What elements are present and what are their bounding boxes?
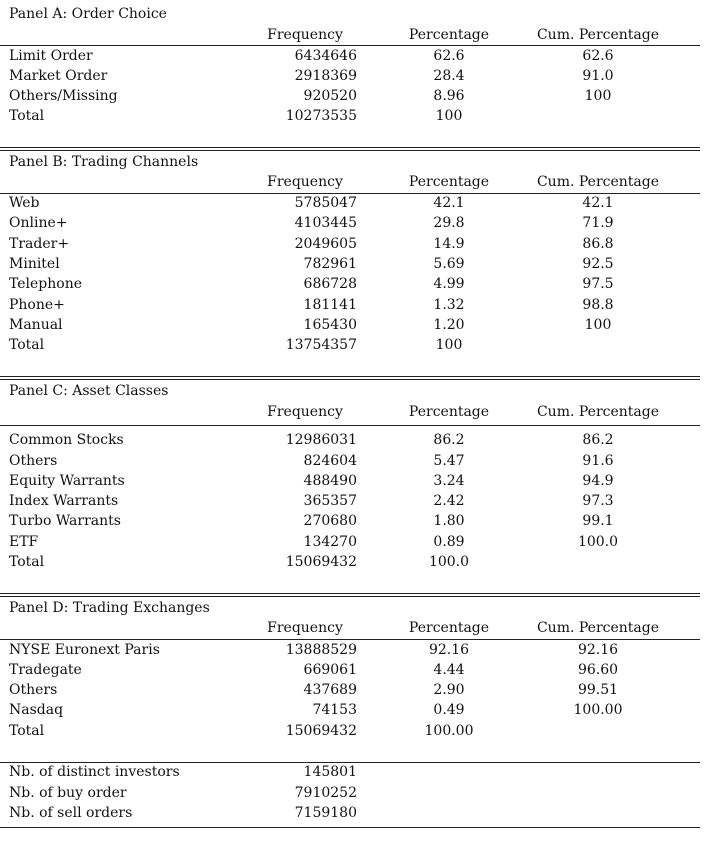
panel-separator-rule [0, 150, 700, 151]
panel-d-title: Panel D: Trading Exchanges [9, 600, 210, 616]
row-label: Total [9, 337, 45, 353]
row-frequency: 13888529 [285, 642, 357, 658]
header-cum-percentage: Cum. Percentage [536, 620, 660, 636]
row-percentage: 92.16 [428, 642, 470, 658]
row-label: Web [9, 195, 40, 211]
header-percentage: Percentage [408, 174, 490, 190]
row-label: Total [9, 108, 45, 124]
row-frequency: 10273535 [285, 108, 357, 124]
panel-b-title: Panel B: Trading Channels [9, 154, 199, 170]
row-frequency: 437689 [303, 682, 357, 698]
summary-label: Nb. of distinct investors [9, 764, 180, 780]
panel-separator-rule [0, 376, 700, 377]
table-row [0, 640, 700, 660]
table-row [0, 213, 700, 233]
bottom-rule [0, 827, 700, 828]
header-rule [0, 425, 700, 426]
row-label: Others [9, 453, 58, 469]
header-percentage: Percentage [408, 620, 490, 636]
row-label: Equity Warrants [9, 473, 125, 489]
row-label: Trader+ [9, 236, 70, 252]
column-header-row [0, 618, 700, 638]
row-frequency: 669061 [303, 662, 357, 678]
row-cum-percentage: 97.3 [582, 493, 614, 509]
row-percentage: 0.49 [433, 702, 465, 718]
row-percentage: 1.20 [433, 317, 465, 333]
row-percentage: 0.89 [433, 534, 465, 550]
row-cum-percentage: 100.0 [577, 534, 619, 550]
summary-row [0, 803, 700, 823]
table-row [0, 532, 700, 552]
table-row [0, 660, 700, 680]
summary-value: 7910252 [294, 785, 357, 801]
row-label: Tradegate [9, 662, 82, 678]
panel-c-title: Panel C: Asset Classes [9, 383, 169, 399]
row-cum-percentage: 100.00 [573, 702, 623, 718]
panel-title [0, 381, 700, 401]
row-frequency: 686728 [303, 276, 357, 292]
table-row [0, 274, 700, 294]
header-frequency: Frequency [267, 174, 343, 190]
column-header-row [0, 402, 700, 422]
header-cum-percentage: Cum. Percentage [536, 27, 660, 43]
summary-label: Nb. of buy order [9, 785, 127, 801]
table-row [0, 46, 700, 66]
row-percentage: 4.44 [433, 662, 465, 678]
row-frequency: 824604 [303, 453, 357, 469]
row-percentage: 28.4 [433, 68, 465, 84]
row-label: Manual [9, 317, 63, 333]
row-frequency: 365357 [303, 493, 357, 509]
row-percentage: 2.42 [433, 493, 465, 509]
table-row [0, 86, 700, 106]
row-frequency: 181141 [303, 297, 357, 313]
row-cum-percentage: 92.16 [577, 642, 619, 658]
row-percentage: 5.69 [433, 256, 465, 272]
row-cum-percentage: 71.9 [582, 215, 614, 231]
header-frequency: Frequency [267, 620, 343, 636]
row-cum-percentage: 98.8 [582, 297, 614, 313]
row-frequency: 134270 [303, 534, 357, 550]
row-frequency: 15069432 [285, 723, 357, 739]
row-cum-percentage: 99.1 [582, 513, 614, 529]
table-row-total [0, 552, 700, 572]
panel-separator-rule [0, 596, 700, 597]
row-label: Market Order [9, 68, 108, 84]
row-percentage: 100.0 [428, 554, 470, 570]
table-row [0, 471, 700, 491]
row-frequency: 15069432 [285, 554, 357, 570]
row-percentage: 14.9 [433, 236, 465, 252]
table-row-total [0, 721, 700, 741]
panel-title [0, 152, 700, 172]
header-cum-percentage: Cum. Percentage [536, 404, 660, 420]
row-cum-percentage: 91.0 [582, 68, 614, 84]
table-row [0, 66, 700, 86]
table-row [0, 234, 700, 254]
row-cum-percentage: 92.5 [582, 256, 614, 272]
row-percentage: 2.90 [433, 682, 465, 698]
row-label: Limit Order [9, 48, 93, 64]
row-label: Phone+ [9, 297, 65, 313]
table-row-total [0, 335, 700, 355]
panel-separator-rule [0, 147, 700, 148]
row-label: Online+ [9, 215, 68, 231]
row-frequency: 2918369 [294, 68, 357, 84]
header-percentage: Percentage [408, 27, 490, 43]
row-percentage: 4.99 [433, 276, 465, 292]
row-label: Others/Missing [9, 88, 118, 104]
row-frequency: 12986031 [285, 432, 357, 448]
row-cum-percentage: 62.6 [582, 48, 614, 64]
row-cum-percentage: 100 [584, 317, 612, 333]
panel-separator-rule [0, 593, 700, 594]
row-cum-percentage: 86.2 [582, 432, 614, 448]
row-cum-percentage: 91.6 [582, 453, 614, 469]
row-percentage: 62.6 [433, 48, 465, 64]
row-percentage: 1.32 [433, 297, 465, 313]
panel-title [0, 4, 700, 24]
table-row [0, 700, 700, 720]
row-label: Total [9, 554, 45, 570]
row-percentage: 86.2 [433, 432, 465, 448]
row-label: Index Warrants [9, 493, 119, 509]
row-frequency: 13754357 [285, 337, 357, 353]
row-percentage: 100.00 [424, 723, 474, 739]
table-row [0, 295, 700, 315]
row-label: ETF [9, 534, 39, 550]
table-row [0, 193, 700, 213]
header-frequency: Frequency [267, 404, 343, 420]
row-cum-percentage: 99.51 [577, 682, 619, 698]
row-cum-percentage: 97.5 [582, 276, 614, 292]
row-percentage: 100 [435, 337, 463, 353]
row-percentage: 5.47 [433, 453, 465, 469]
row-percentage: 3.24 [433, 473, 465, 489]
table-row [0, 511, 700, 531]
row-frequency: 920520 [303, 88, 357, 104]
table-row [0, 254, 700, 274]
table-row-total [0, 106, 700, 126]
header-cum-percentage: Cum. Percentage [536, 174, 660, 190]
row-frequency: 165430 [303, 317, 357, 333]
row-frequency: 488490 [303, 473, 357, 489]
row-percentage: 8.96 [433, 88, 465, 104]
panel-a-title: Panel A: Order Choice [9, 6, 167, 22]
row-label: Nasdaq [9, 702, 64, 718]
summary-value: 145801 [303, 764, 357, 780]
summary-value: 7159180 [294, 805, 357, 821]
row-label: Turbo Warrants [9, 513, 121, 529]
summary-row [0, 783, 700, 803]
header-frequency: Frequency [267, 27, 343, 43]
row-label: Others [9, 682, 58, 698]
column-header-row [0, 172, 700, 192]
panel-title [0, 598, 700, 618]
summary-label: Nb. of sell orders [9, 805, 133, 821]
row-frequency: 270680 [303, 513, 357, 529]
header-percentage: Percentage [408, 404, 490, 420]
table-row [0, 491, 700, 511]
row-frequency: 782961 [303, 256, 357, 272]
summary-row [0, 762, 700, 782]
row-cum-percentage: 100 [584, 88, 612, 104]
column-header-row [0, 25, 700, 45]
row-frequency: 74153 [312, 702, 357, 718]
row-percentage: 100 [435, 108, 463, 124]
panel-separator-rule [0, 379, 700, 380]
row-frequency: 6434646 [294, 48, 357, 64]
row-frequency: 2049605 [294, 236, 357, 252]
row-label: Minitel [9, 256, 60, 272]
row-cum-percentage: 94.9 [582, 473, 614, 489]
row-cum-percentage: 42.1 [582, 195, 614, 211]
table-row [0, 315, 700, 335]
row-label: NYSE Euronext Paris [9, 642, 160, 658]
row-frequency: 5785047 [294, 195, 357, 211]
row-cum-percentage: 86.8 [582, 236, 614, 252]
row-percentage: 29.8 [433, 215, 465, 231]
table-row [0, 451, 700, 471]
row-frequency: 4103445 [294, 215, 357, 231]
table-row [0, 430, 700, 450]
row-label: Common Stocks [9, 432, 124, 448]
row-label: Telephone [9, 276, 83, 292]
row-percentage: 42.1 [433, 195, 465, 211]
row-percentage: 1.80 [433, 513, 465, 529]
row-label: Total [9, 723, 45, 739]
row-cum-percentage: 96.60 [577, 662, 619, 678]
table-row [0, 680, 700, 700]
